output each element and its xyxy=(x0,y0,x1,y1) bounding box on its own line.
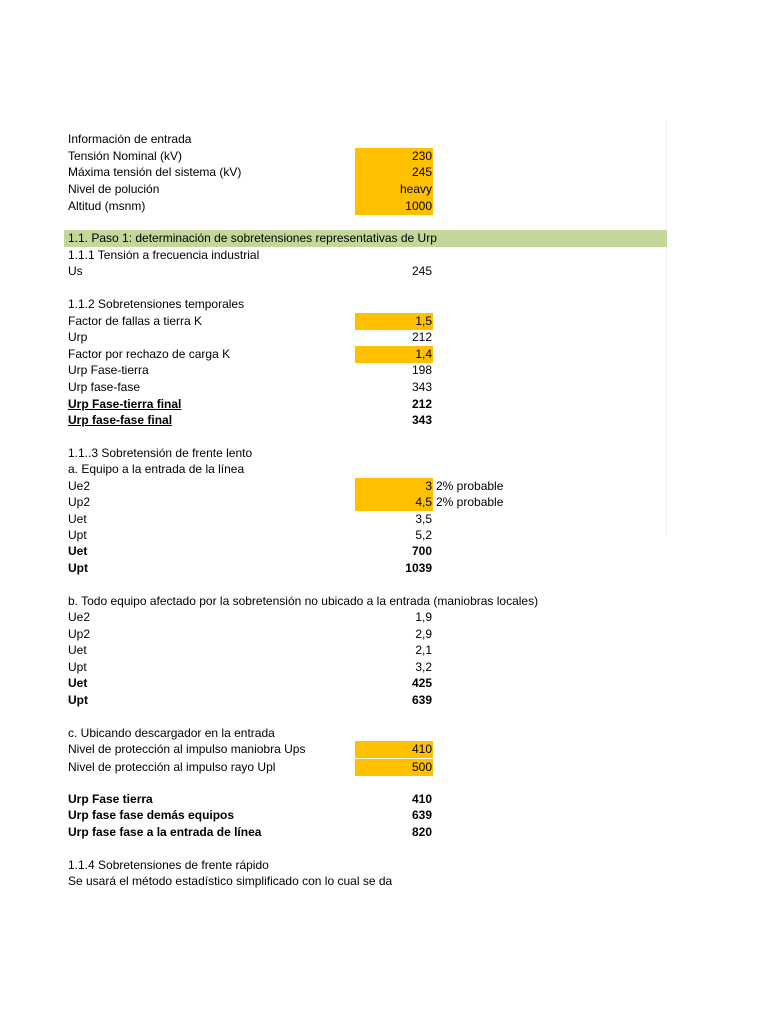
result-value: 410 xyxy=(411,792,432,806)
row-value: 3,5 xyxy=(415,512,432,526)
input-cell[interactable]: 1,5 xyxy=(355,313,433,330)
result-value: 425 xyxy=(411,676,432,690)
row-note: 2% probable xyxy=(436,479,504,493)
result-value: 700 xyxy=(411,544,432,558)
result-label: Urp fase fase demás equipos xyxy=(68,808,235,822)
row-value: 245 xyxy=(411,264,432,278)
data-row xyxy=(0,642,768,659)
row-label: Factor por rechazo de carga K xyxy=(68,347,231,361)
data-row xyxy=(0,609,768,626)
subsection-title-row xyxy=(0,445,768,462)
result-row xyxy=(0,824,768,841)
row-label: Uet xyxy=(68,643,87,657)
row-value: 1,9 xyxy=(415,610,432,624)
input-label: Altitud (msnm) xyxy=(68,199,146,213)
result-value: 820 xyxy=(411,825,432,839)
result-row xyxy=(0,692,768,709)
input-label: Tensión Nominal (kV) xyxy=(68,149,183,163)
data-row xyxy=(0,362,768,379)
data-row xyxy=(0,741,768,758)
input-label: Nivel de polución xyxy=(68,182,160,196)
result-row xyxy=(0,543,768,560)
group-title: c. Ubicando descargador en la entrada xyxy=(68,726,275,740)
row-label: Nivel de protección al impulso rayo Upl xyxy=(68,760,276,774)
data-row xyxy=(0,478,768,495)
data-row xyxy=(0,346,768,363)
result-label: Uet xyxy=(68,544,88,558)
data-row xyxy=(0,759,768,776)
row-label: Us xyxy=(68,264,83,278)
result-value: 343 xyxy=(411,413,432,427)
result-label: Uet xyxy=(68,676,88,690)
subsection-title-row xyxy=(0,857,768,874)
data-row xyxy=(0,494,768,511)
input-row xyxy=(0,164,768,181)
section-title: 1.1. Paso 1: determinación de sobretensiones representativas de Urp xyxy=(68,231,437,245)
row-value: 343 xyxy=(411,380,432,394)
input-cell[interactable]: 500 xyxy=(355,759,433,776)
row-label: Ue2 xyxy=(68,479,91,493)
input-row xyxy=(0,181,768,198)
row-label: Up2 xyxy=(68,627,91,641)
row-label: Nivel de protección al impulso maniobra Ups xyxy=(68,742,306,756)
group-title: a. Equipo a la entrada de la línea xyxy=(68,462,245,476)
row-value: 198 xyxy=(411,363,432,377)
input-cell[interactable]: 245 xyxy=(355,164,433,181)
input-cell[interactable]: heavy xyxy=(355,181,433,198)
result-label: Urp fase-fase final xyxy=(68,413,173,427)
input-header-row xyxy=(0,131,768,148)
data-row xyxy=(0,527,768,544)
result-value: 639 xyxy=(411,808,432,822)
row-label: Up2 xyxy=(68,495,91,509)
row-label: Urp Fase-tierra xyxy=(68,363,149,377)
row-label: Upt xyxy=(68,660,87,674)
input-cell[interactable]: 1,4 xyxy=(355,346,433,363)
row-label: Factor de fallas a tierra K xyxy=(68,314,203,328)
data-row xyxy=(0,659,768,676)
result-row xyxy=(0,560,768,577)
result-row xyxy=(0,412,768,429)
input-row xyxy=(0,198,768,215)
row-note: 2% probable xyxy=(436,495,504,509)
row-label: Ue2 xyxy=(68,610,91,624)
result-value: 212 xyxy=(411,397,432,411)
input-label: Máxima tensión del sistema (kV) xyxy=(68,165,242,179)
input-cell[interactable]: 410 xyxy=(355,741,433,758)
data-row xyxy=(0,313,768,330)
result-row xyxy=(0,807,768,824)
data-row xyxy=(0,263,768,280)
subsection-title: 1.1.1 Tensión a frecuencia industrial xyxy=(68,248,260,262)
subsection-title: 1.1.2 Sobretensiones temporales xyxy=(68,297,245,311)
group-title: b. Todo equipo afectado por la sobretensión no ubicado a la entrada (maniobras locales) xyxy=(68,594,539,608)
text-row xyxy=(0,873,768,890)
row-value: 5,2 xyxy=(415,528,432,542)
data-row xyxy=(0,511,768,528)
body-text: Se usará el método estadístico simplificado con lo cual se da xyxy=(68,874,393,888)
result-value: 639 xyxy=(411,693,432,707)
data-row xyxy=(0,626,768,643)
row-value: 212 xyxy=(411,330,432,344)
result-label: Upt xyxy=(68,561,88,575)
row-value: 3,2 xyxy=(415,660,432,674)
row-value: 2,1 xyxy=(415,643,432,657)
result-label: Upt xyxy=(68,693,88,707)
row-label: Upt xyxy=(68,528,87,542)
input-cell[interactable]: 230 xyxy=(355,148,433,165)
row-value: 2,9 xyxy=(415,627,432,641)
input-header: Información de entrada xyxy=(68,132,192,146)
result-label: Urp Fase-tierra final xyxy=(68,397,182,411)
result-label: Urp Fase tierra xyxy=(68,792,153,806)
input-row xyxy=(0,148,768,165)
data-row xyxy=(0,379,768,396)
subsection-title: 1.1..3 Sobretensión de frente lento xyxy=(68,446,253,460)
result-row xyxy=(0,791,768,808)
row-label: Uet xyxy=(68,512,87,526)
group-title-row xyxy=(0,725,768,742)
input-cell[interactable]: 1000 xyxy=(355,198,433,215)
data-row xyxy=(0,329,768,346)
group-title-row xyxy=(0,593,768,610)
input-cell[interactable]: 4,5 xyxy=(355,494,433,511)
subsection-title-row xyxy=(0,296,768,313)
result-row xyxy=(0,675,768,692)
result-row xyxy=(0,396,768,413)
section-title-row xyxy=(0,230,768,247)
input-cell[interactable]: 3 xyxy=(355,478,433,495)
result-value: 1039 xyxy=(405,561,432,575)
row-label: Urp fase-fase xyxy=(68,380,141,394)
subsection-title: 1.1.4 Sobretensiones de frente rápido xyxy=(68,858,269,872)
subsection-title-row xyxy=(0,247,768,264)
group-title-row xyxy=(0,461,768,478)
row-label: Urp xyxy=(68,330,88,344)
result-label: Urp fase fase a la entrada de línea xyxy=(68,825,262,839)
